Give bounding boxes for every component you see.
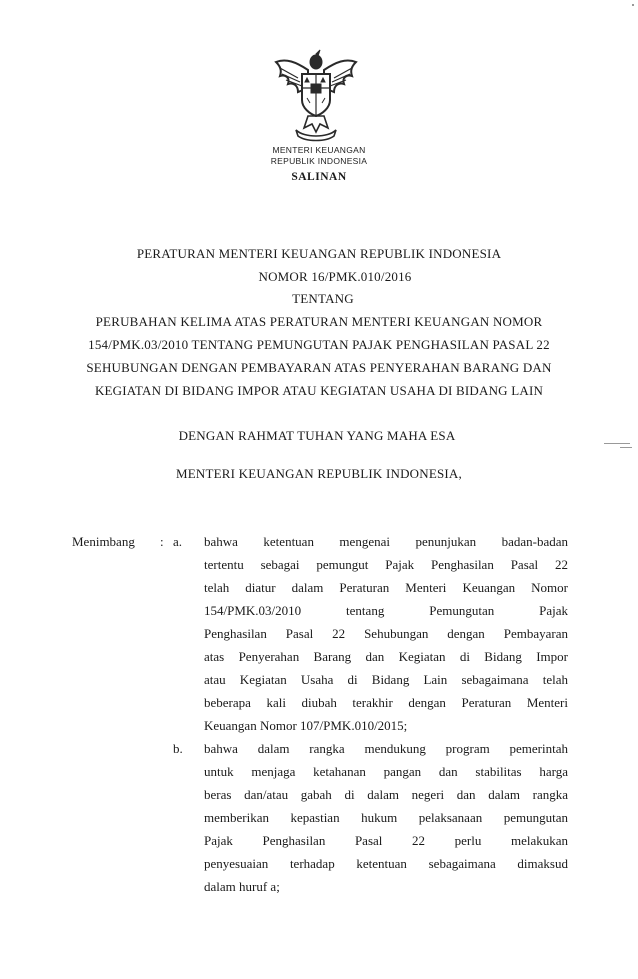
consideration-line: telah diatur dalam Peraturan Menteri Keuangan Nomor [204, 580, 568, 595]
garuda-emblem-icon [268, 48, 364, 144]
copy-stamp: SALINAN [291, 171, 347, 183]
tentang-heading: TENTANG [292, 291, 354, 306]
menimbang-colon: : [160, 534, 164, 549]
menimbang-label: Menimbang [72, 534, 135, 549]
consideration-line: bahwa ketentuan mengenai penunjukan badan-badan [204, 534, 568, 549]
issuing-authority: MENTERI KEUANGAN REPUBLIK INDONESIA, [176, 466, 462, 481]
consideration-line: atas Penyerahan Barang dan Kegiatan di Bidang Impor [204, 649, 568, 664]
consideration-line: memberikan kepastian hukum pelaksanaan pemungutan [204, 810, 568, 825]
subject-line: KEGIATAN DI BIDANG IMPOR ATAU KEGIATAN USAHA DI BIDANG LAIN [94, 383, 544, 398]
subject-line: 154/PMK.03/2010 TENTANG PEMUNGUTAN PAJAK PENGHASILAN PASAL 22 [88, 337, 550, 352]
consideration-line: 154/PMK.03/2010 tentang Pemungutan Pajak [204, 603, 568, 618]
scan-mark [604, 443, 630, 444]
consideration-line: Penghasilan Pasal 22 Sehubungan dengan Pembayaran [204, 626, 568, 641]
consideration-line: Keuangan Nomor 107/PMK.010/2015; [204, 718, 408, 733]
country-name: REPUBLIK INDONESIA [270, 156, 368, 166]
consideration-line: untuk menjaga ketahanan pangan dan stabilitas harga [204, 764, 568, 779]
scan-mark [632, 4, 634, 6]
scan-mark [620, 447, 632, 448]
item-letter: b. [173, 741, 183, 756]
consideration-line: penyesuaian terhadap ketentuan sebagaimana dimaksud [204, 856, 568, 871]
consideration-line: atau Kegiatan Usaha di Bidang Lain sebagaimana telah [204, 672, 568, 687]
subject-line: PERUBAHAN KELIMA ATAS PERATURAN MENTERI KEUANGAN NOMOR [95, 314, 543, 329]
consideration-line: beras dan/atau gabah di dalam negeri dan dalam rangka [204, 787, 568, 802]
consideration-line: bahwa dalam rangka mendukung program pemerintah [204, 741, 568, 756]
ministry-name: MENTERI KEUANGAN [272, 145, 366, 155]
regulation-number: NOMOR 16/PMK.010/2016 [258, 269, 412, 284]
consideration-line: tertentu sebagai pemungut Pajak Penghasilan Pasal 22 [204, 557, 568, 572]
preamble-phrase: DENGAN RAHMAT TUHAN YANG MAHA ESA [178, 428, 456, 443]
consideration-line: Pajak Penghasilan Pasal 22 perlu melakukan [204, 833, 568, 848]
subject-line: SEHUBUNGAN DENGAN PEMBAYARAN ATAS PENYERAHAN BARANG DAN [86, 360, 552, 375]
item-letter: a. [173, 534, 183, 549]
consideration-line: beberapa kali diubah terakhir dengan Peraturan Menteri [204, 695, 568, 710]
consideration-line: dalam huruf a; [204, 879, 280, 894]
regulation-title: PERATURAN MENTERI KEUANGAN REPUBLIK INDONESIA [136, 246, 502, 261]
